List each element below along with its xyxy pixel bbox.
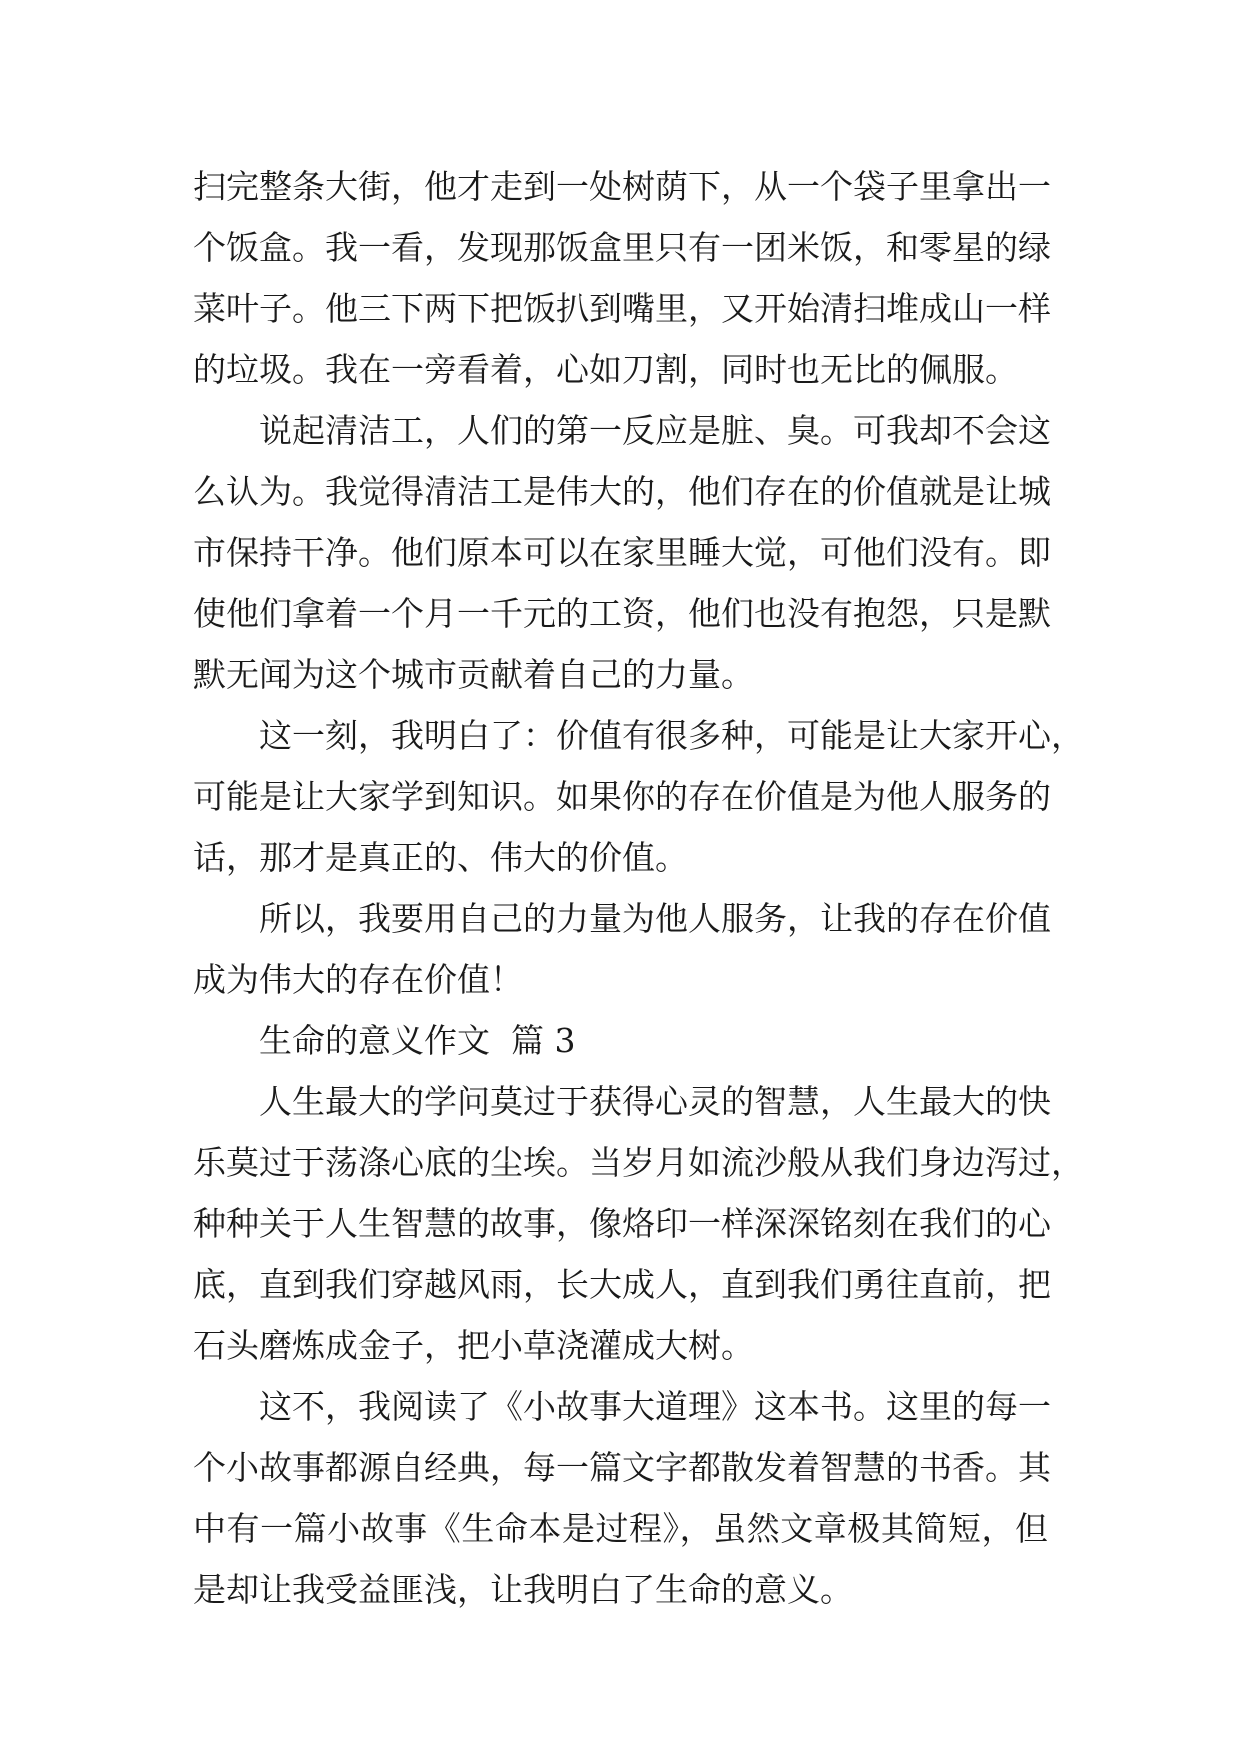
paragraph-line: 菜叶子。他三下两下把饭扒到嘴里，又开始清扫堆成山一样 (193, 289, 1051, 328)
paragraph-line: 扫完整条大街，他才走到一处树荫下，从一个袋子里拿出一 (193, 167, 1051, 206)
paragraph-line: 这不，我阅读了《小故事大道理》这本书。这里的每一 (259, 1387, 1051, 1426)
section-heading (193, 1010, 1048, 1071)
paragraph (193, 888, 1051, 1010)
paragraph-line: 说起清洁工，人们的第一反应是脏、臭。可我却不会这 (259, 411, 1051, 450)
paragraph-line: 么认为。我觉得清洁工是伟大的，他们存在的价值就是让城 (193, 472, 1051, 511)
paragraph (193, 156, 1051, 400)
paragraph-line: 石头磨炼成金子，把小草浇灌成大树。 (193, 1326, 754, 1365)
paragraph-line: 可能是让大家学到知识。如果你的存在价值是为他人服务的 (193, 777, 1051, 816)
paragraph-line: 乐莫过于荡涤心底的尘埃。当岁月如流沙般从我们身边泻过， (193, 1143, 1084, 1182)
paragraph-line: 默无闻为这个城市贡献着自己的力量。 (193, 655, 754, 694)
paragraph-line: 使他们拿着一个月一千元的工资，他们也没有抱怨，只是默 (193, 594, 1051, 633)
paragraph-line: 所以，我要用自己的力量为他人服务，让我的存在价值 (259, 899, 1051, 938)
paragraph (193, 1071, 1084, 1376)
paragraph (193, 705, 1084, 888)
paragraph-line: 底，直到我们穿越风雨，长大成人，直到我们勇往直前，把 (193, 1265, 1051, 1304)
document-body (193, 156, 1084, 1620)
paragraph-line: 中有一篇小故事《生命本是过程》，虽然文章极其简短，但 (193, 1509, 1048, 1548)
paragraph (193, 1376, 1051, 1620)
paragraph-line: 市保持干净。他们原本可以在家里睡大觉，可他们没有。即 (193, 533, 1051, 572)
paragraph-line: 种种关于人生智慧的故事，像烙印一样深深铭刻在我们的心 (193, 1204, 1051, 1243)
paragraph-line: 话，那才是真正的、伟大的价值。 (193, 838, 688, 877)
paragraph-line: 是却让我受益匪浅，让我明白了生命的意义。 (193, 1570, 853, 1609)
heading-line: 生命的意义作文 篇 3 (259, 1021, 576, 1060)
paragraph-line: 个饭盒。我一看，发现那饭盒里只有一团米饭，和零星的绿 (193, 228, 1051, 267)
paragraph-line: 这一刻，我明白了：价值有很多种，可能是让大家开心， (259, 716, 1084, 755)
paragraph-line: 个小故事都源自经典，每一篇文字都散发着智慧的书香。其 (193, 1448, 1051, 1487)
paragraph (193, 400, 1051, 705)
paragraph-line: 成为伟大的存在价值！ (193, 960, 523, 999)
paragraph-line: 人生最大的学问莫过于获得心灵的智慧，人生最大的快 (259, 1082, 1051, 1121)
paragraph-line: 的垃圾。我在一旁看着，心如刀割，同时也无比的佩服。 (193, 350, 1018, 389)
